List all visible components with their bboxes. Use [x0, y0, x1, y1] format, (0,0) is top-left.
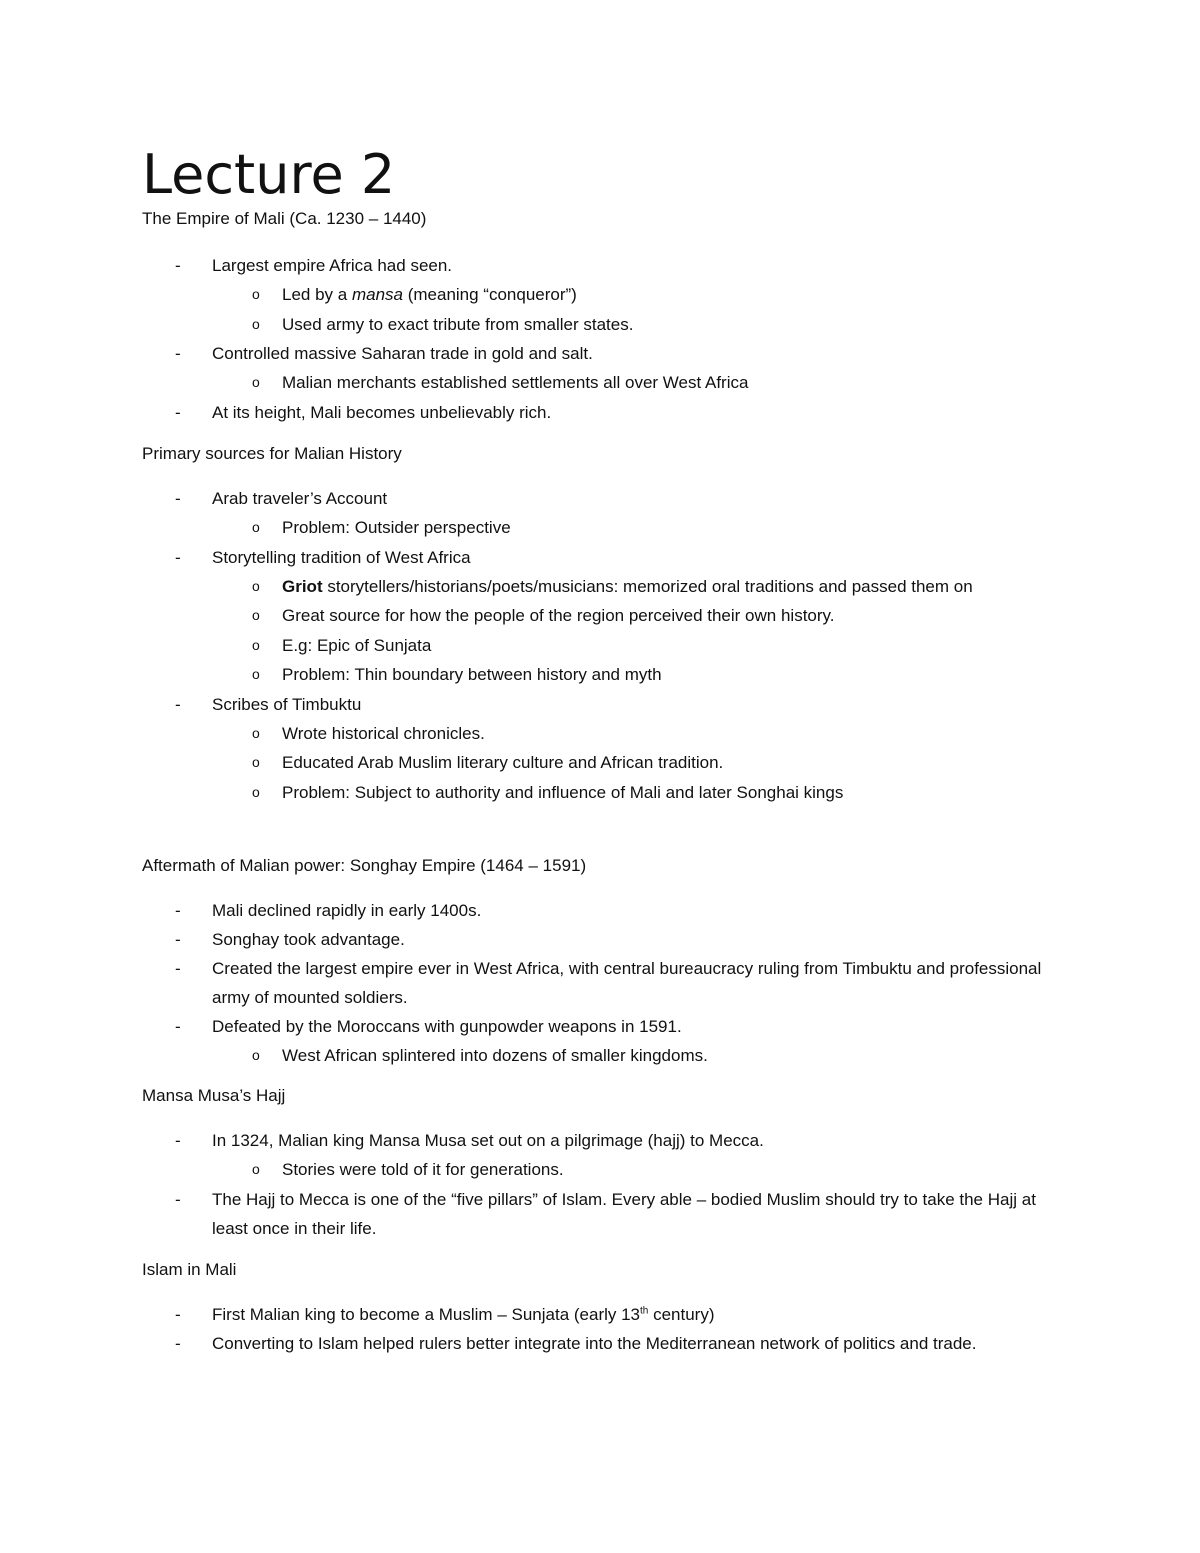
- list-item: - Converting to Islam helped rulers better integrate into the Mediterranean network of politics and trade.: [142, 1329, 1072, 1358]
- section-heading: Islam in Mali: [142, 1260, 237, 1279]
- dash-marker: -: [175, 256, 181, 275]
- dash-marker: -: [175, 959, 181, 978]
- emphasis-text: mansa: [351, 285, 403, 304]
- dash-marker: -: [175, 1131, 181, 1150]
- circle-marker: o: [252, 607, 260, 623]
- dash-marker: -: [175, 344, 181, 363]
- bullet-list: [142, 896, 1072, 1071]
- dash-marker: -: [175, 1334, 181, 1353]
- section-heading: Mansa Musa’s Hajj: [142, 1086, 286, 1105]
- circle-marker: o: [252, 754, 260, 770]
- list-item: - Defeated by the Moroccans with gunpowder weapons in 1591.: [142, 1012, 1072, 1041]
- sub-list-item: o Great source for how the people of the region perceived their own history.: [212, 601, 1042, 631]
- bullet-list: [142, 1126, 1072, 1243]
- list-item: - Scribes of Timbuktu: [142, 690, 1072, 719]
- dash-marker: -: [175, 930, 181, 949]
- circle-marker: o: [252, 724, 260, 741]
- list-item: - Created the largest empire ever in West Africa, with central bureaucracy ruling from Timbuktu and professional army of mounted soldiers.: [142, 954, 1072, 1012]
- sub-list-item: o Led by a mansa (meaning “conqueror”): [212, 280, 1042, 310]
- sub-list-item: o Malian merchants established settlements all over West Africa: [212, 368, 1042, 398]
- circle-marker: o: [252, 666, 260, 682]
- circle-marker: o: [252, 374, 260, 390]
- list-item: - In 1324, Malian king Mansa Musa set out on a pilgrimage (hajj) to Mecca.: [142, 1126, 1072, 1155]
- list-item: - Songhay took advantage.: [142, 925, 1072, 954]
- circle-marker: o: [252, 1161, 260, 1177]
- list-item: - The Hajj to Mecca is one of the “five pillars” of Islam. Every able – bodied Muslim should try to take the Hajj at least once in their life.: [142, 1185, 1072, 1243]
- dash-marker: -: [175, 694, 181, 714]
- section-primary-sources: [142, 441, 1072, 807]
- dash-marker: -: [175, 1305, 181, 1324]
- circle-marker: o: [252, 577, 260, 594]
- sub-list-item: o Wrote historical chronicles.: [212, 719, 1042, 749]
- circle-marker: o: [252, 783, 260, 800]
- superscript: th: [640, 1305, 649, 1317]
- sub-list-item: o Educated Arab Muslim literary culture and African tradition.: [212, 748, 1042, 778]
- list-item: - First Malian king to become a Muslim – Sunjata (early 13th century): [142, 1300, 1072, 1329]
- list-item: - Controlled massive Saharan trade in gold and salt.: [142, 339, 1072, 368]
- dash-marker: -: [175, 402, 181, 422]
- dash-marker: -: [175, 547, 181, 567]
- sub-list-item: o Griot storytellers/historians/poets/musicians: memorized oral traditions and passed them on: [212, 572, 1042, 602]
- dash-marker: -: [175, 901, 181, 920]
- bullet-list: [142, 1300, 1072, 1358]
- bullet-list: [142, 251, 1072, 427]
- sub-list-item: o Stories were told of it for generations.: [212, 1155, 1042, 1185]
- list-item: - At its height, Mali becomes unbelievably rich.: [142, 398, 1072, 427]
- page-title: Lecture 2: [142, 143, 396, 206]
- circle-marker: o: [252, 636, 260, 653]
- section-islam-in-mali: [142, 1257, 1072, 1358]
- list-item-text: Largest empire Africa had seen.: [212, 256, 453, 275]
- dash-marker: -: [175, 1189, 181, 1209]
- dash-marker: -: [175, 489, 181, 508]
- sub-list-item: o E.g: Epic of Sunjata: [212, 631, 1042, 661]
- bold-term: Griot: [282, 576, 323, 596]
- circle-marker: o: [252, 519, 260, 535]
- list-item: - Mali declined rapidly in early 1400s.: [142, 896, 1072, 925]
- circle-marker: o: [252, 286, 260, 302]
- list-item: - Arab traveler’s Account: [142, 484, 1072, 513]
- list-item: [142, 251, 1072, 280]
- section-empire-of-mali: [142, 206, 1072, 427]
- section-heading: The Empire of Mali (Ca. 1230 – 1440): [142, 209, 427, 228]
- bullet-list: [142, 484, 1072, 807]
- section-heading: Aftermath of Malian power: Songhay Empire (1464 – 1591): [142, 856, 587, 875]
- section-heading: Primary sources for Malian History: [142, 444, 402, 463]
- dash-marker: -: [175, 1017, 181, 1036]
- circle-marker: o: [252, 1047, 260, 1063]
- section-songhay-empire: [142, 853, 1072, 1071]
- sub-list-item: o West African splintered into dozens of smaller kingdoms.: [212, 1041, 1042, 1071]
- sub-list-item: o Problem: Subject to authority and influence of Mali and later Songhai kings: [212, 778, 1042, 808]
- sub-list-item: o Problem: Thin boundary between history and myth: [212, 660, 1042, 690]
- sub-list-item: o Used army to exact tribute from smaller states.: [212, 310, 1042, 340]
- section-mansa-musa-hajj: [142, 1083, 1072, 1243]
- circle-marker: o: [252, 315, 260, 332]
- sub-list-item: o Problem: Outsider perspective: [212, 513, 1042, 543]
- list-item: - Storytelling tradition of West Africa: [142, 543, 1072, 572]
